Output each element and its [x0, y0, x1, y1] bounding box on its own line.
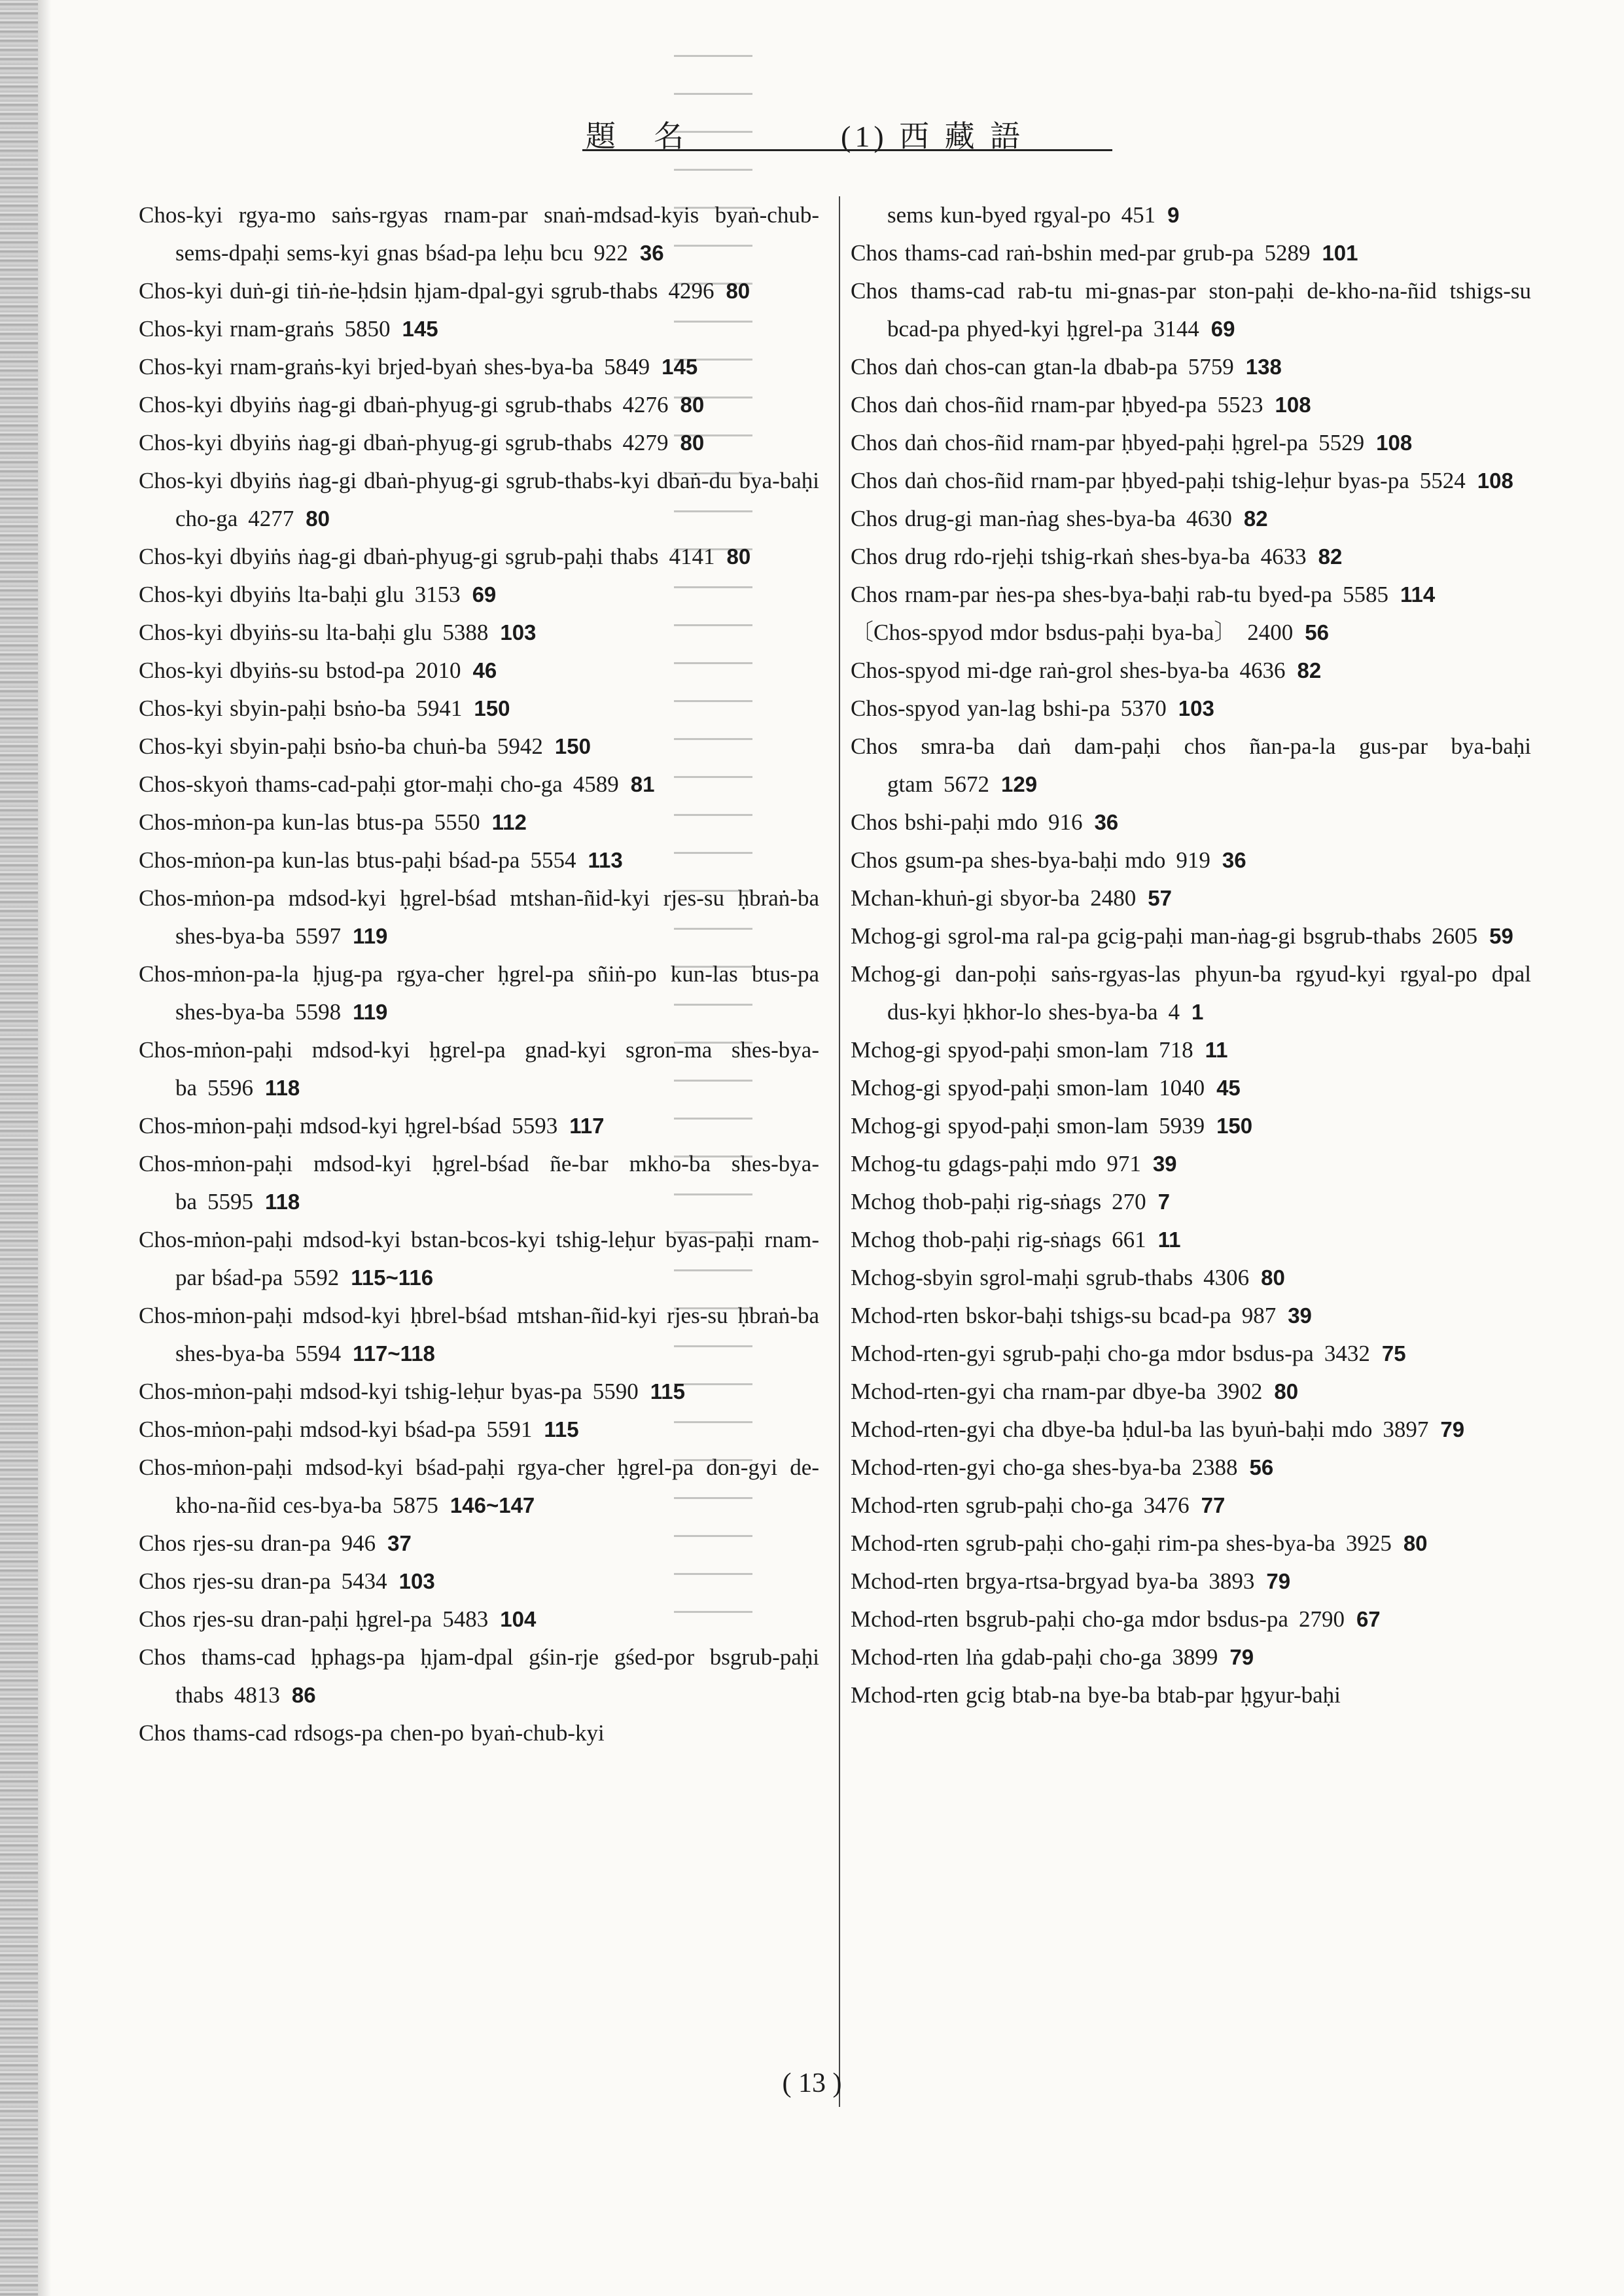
entry-page-ref: 108 — [1376, 431, 1413, 455]
entry-page-ref: 36 — [639, 241, 664, 265]
entry-title: 〔Chos-spyod mdor bsdus-paḥi bya-ba〕 — [851, 620, 1237, 645]
entry-page-ref: 114 — [1400, 582, 1436, 607]
entry-catalog-number: 3897 — [1383, 1417, 1429, 1442]
entry-title: Chos-kyi dbyiṅs ṅag-gi dbaṅ-phyug-gi sgrub-paḥi thabs — [139, 544, 659, 569]
entry-page-ref: 150 — [554, 734, 591, 758]
entry-page-ref: 150 — [1216, 1114, 1253, 1138]
entry-catalog-number: 971 — [1106, 1151, 1141, 1176]
entry-title: Chos-mṅon-paḥi mdsod-kyi ḥbrel-bśad mtshan-ñid-kyi rjes-su ḥbraṅ-ba shes-bya-ba — [139, 1303, 819, 1366]
index-entry — [139, 424, 819, 462]
entry-catalog-number: 4296 — [668, 278, 715, 304]
entry-page-ref: 79 — [1440, 1417, 1465, 1441]
index-entry — [139, 1449, 819, 1525]
index-entry — [139, 1107, 819, 1145]
entry-catalog-number: 5875 — [392, 1492, 438, 1518]
entry-catalog-number: 5593 — [512, 1113, 558, 1139]
entry-page-ref: 115 — [544, 1417, 579, 1441]
entry-catalog-number: 5370 — [1120, 696, 1167, 721]
index-entry — [851, 841, 1531, 879]
entry-title: Chos daṅ chos-can gtan-la dbab-pa — [851, 354, 1178, 380]
index-entry — [851, 652, 1531, 690]
index-entry — [139, 841, 819, 879]
entry-title: Chos-mṅon-paḥi mdsod-kyi ḥgrel-pa gnad-kyi sgron-ma shes-bya-ba — [139, 1037, 819, 1101]
index-entry — [851, 272, 1531, 348]
index-entry — [851, 1107, 1531, 1145]
entry-catalog-number: 2480 — [1090, 885, 1137, 911]
entry-page-ref: 59 — [1489, 924, 1513, 948]
entry-catalog-number: 4279 — [622, 430, 669, 455]
index-entry — [139, 879, 819, 955]
index-entry — [139, 804, 819, 841]
entry-title: Mchod-rten bskor-baḥi tshigs-su bcad-pa — [851, 1303, 1231, 1328]
entry-catalog-number: 5550 — [434, 809, 480, 835]
entry-page-ref: 36 — [1094, 810, 1119, 834]
entry-catalog-number: 3899 — [1172, 1644, 1218, 1670]
index-entry — [851, 728, 1531, 804]
entry-page-ref: 118 — [265, 1076, 300, 1100]
entry-page-ref: 80 — [306, 506, 330, 531]
index-entry — [851, 234, 1531, 272]
entry-title: Chos-mṅon-paḥi mdsod-kyi tshig-leḥur byas-pa — [139, 1379, 582, 1404]
index-entry — [139, 576, 819, 614]
index-entry — [139, 690, 819, 728]
entry-page-ref: 108 — [1477, 468, 1513, 493]
entry-page-ref: 56 — [1249, 1455, 1274, 1479]
entry-page-ref: 112 — [491, 810, 527, 834]
entry-title: Mchog-gi spyod-paḥi smon-lam — [851, 1075, 1149, 1101]
entry-catalog-number: 5595 — [207, 1189, 254, 1214]
index-entry — [851, 1335, 1531, 1373]
index-entry — [851, 1221, 1531, 1259]
entry-catalog-number: 5483 — [442, 1606, 489, 1632]
entry-page-ref: 80 — [680, 431, 705, 455]
index-entry — [139, 1031, 819, 1107]
entry-catalog-number: 987 — [1241, 1303, 1277, 1328]
entry-title: sems kun-byed rgyal-po — [887, 202, 1111, 228]
index-entry — [851, 1449, 1531, 1487]
index-entry — [851, 1411, 1531, 1449]
index-entry — [851, 1031, 1531, 1069]
index-entry — [139, 1525, 819, 1563]
entry-catalog-number: 2790 — [1298, 1606, 1345, 1632]
index-entry — [139, 1600, 819, 1638]
index-entry — [139, 1714, 819, 1752]
entry-catalog-number: 5434 — [341, 1568, 387, 1594]
entry-title: Chos rjes-su dran-pa — [139, 1530, 331, 1556]
entry-page-ref: 113 — [588, 848, 623, 872]
entry-page-ref: 119 — [353, 924, 388, 948]
entry-catalog-number: 5598 — [295, 999, 342, 1025]
index-entry — [851, 196, 1531, 234]
header-rule — [582, 149, 1112, 151]
index-entry — [851, 1373, 1531, 1411]
entry-catalog-number: 2400 — [1247, 620, 1294, 645]
index-entry — [139, 1297, 819, 1373]
entry-page-ref: 80 — [726, 279, 750, 303]
column-divider — [839, 196, 840, 2107]
entry-page-ref: 103 — [1178, 696, 1214, 720]
index-entry — [851, 1259, 1531, 1297]
entry-catalog-number: 3432 — [1324, 1341, 1370, 1366]
entry-catalog-number: 2010 — [415, 658, 461, 683]
entry-catalog-number: 5939 — [1159, 1113, 1205, 1139]
entry-page-ref: 145 — [402, 317, 438, 341]
entry-page-ref: 7 — [1157, 1190, 1170, 1214]
entry-title: Mchan-khuṅ-gi sbyor-ba — [851, 885, 1080, 911]
entry-page-ref: 138 — [1245, 355, 1282, 379]
entry-catalog-number: 916 — [1048, 809, 1083, 835]
index-entry — [139, 728, 819, 766]
entry-catalog-number: 3902 — [1216, 1379, 1263, 1404]
index-entry — [139, 652, 819, 690]
entry-page-ref: 67 — [1356, 1607, 1381, 1631]
entry-catalog-number: 4276 — [622, 392, 669, 417]
entry-catalog-number: 4277 — [248, 506, 294, 531]
entry-title: Mchog-gi dan-poḥi saṅs-rgyas-las phyun-ba rgyud-kyi rgyal-po dpal dus-kyi ḥkhor-lo shes-bya-ba — [851, 961, 1531, 1025]
index-entry — [851, 614, 1531, 652]
entry-title: Mchod-rten brgya-rtsa-brgyad bya-ba — [851, 1568, 1199, 1594]
entry-catalog-number: 5529 — [1318, 430, 1365, 455]
entry-page-ref: 101 — [1322, 241, 1358, 265]
entry-title: Mchog-gi spyod-paḥi smon-lam — [851, 1113, 1149, 1139]
index-entry — [851, 1638, 1531, 1676]
entry-page-ref: 82 — [1243, 506, 1268, 531]
entry-title: Chos rjes-su dran-paḥi ḥgrel-pa — [139, 1606, 432, 1632]
entry-page-ref: 1 — [1192, 1000, 1204, 1024]
index-entry — [851, 1563, 1531, 1600]
entry-catalog-number: 4 — [1168, 999, 1180, 1025]
entry-title: Chos daṅ chos-ñid rnam-par ḥbyed-pa — [851, 392, 1207, 417]
index-entry — [139, 272, 819, 310]
index-entry — [139, 1373, 819, 1411]
entry-title: Chos smra-ba daṅ dam-paḥi chos ñan-pa-la gus-par bya-baḥi gtam — [851, 733, 1531, 797]
entry-catalog-number: 5591 — [486, 1417, 533, 1442]
entry-page-ref: 39 — [1288, 1303, 1312, 1328]
index-entry — [851, 1297, 1531, 1335]
entry-page-ref: 57 — [1148, 886, 1172, 910]
entry-catalog-number: 270 — [1112, 1189, 1146, 1214]
entry-page-ref: 79 — [1266, 1569, 1291, 1593]
entry-page-ref: 80 — [680, 393, 705, 417]
entry-catalog-number: 3144 — [1153, 316, 1199, 342]
entry-catalog-number: 5585 — [1343, 582, 1388, 607]
entry-catalog-number: 718 — [1159, 1037, 1193, 1063]
entry-title: Mchod-rten gcig btab-na bye-ba btab-par ḥgyur-baḥi — [851, 1682, 1341, 1708]
index-entry — [851, 424, 1531, 462]
index-entry — [139, 386, 819, 424]
index-entry — [139, 348, 819, 386]
entry-title: Chos-skyoṅ thams-cad-paḥi gtor-maḥi cho-ga — [139, 771, 563, 797]
entry-catalog-number: 3153 — [414, 582, 461, 607]
entry-page-ref: 69 — [472, 582, 497, 607]
entry-catalog-number: 5524 — [1419, 468, 1466, 493]
entry-title: Chos-kyi rgya-mo saṅs-rgyas rnam-par snaṅ-mdsad-kyis byaṅ-chub-sems-dpaḥi sems-kyi gnas bśad-pa leḥu bcu — [139, 202, 819, 266]
entry-page-ref: 37 — [387, 1531, 412, 1555]
entry-title: Chos-mṅon-paḥi mdsod-kyi ḥgrel-bśad — [139, 1113, 502, 1139]
index-entry — [139, 1411, 819, 1449]
index-entry — [139, 1563, 819, 1600]
entry-page-ref: 46 — [472, 658, 497, 682]
entry-page-ref: 103 — [398, 1569, 435, 1593]
entry-page-ref: 69 — [1210, 317, 1235, 341]
index-entry — [851, 538, 1531, 576]
index-entry — [139, 462, 819, 538]
entry-catalog-number: 3925 — [1345, 1530, 1392, 1556]
entry-page-ref: 56 — [1305, 620, 1329, 645]
entry-title: Chos thams-cad ḥphags-pa ḥjam-dpal gśin-rje gśed-por bsgrub-paḥi thabs — [139, 1644, 819, 1708]
entry-page-ref: 82 — [1318, 544, 1343, 569]
entry-page-ref: 80 — [1274, 1379, 1299, 1404]
index-entry — [139, 538, 819, 576]
index-entry — [851, 955, 1531, 1031]
index-entry — [139, 1221, 819, 1297]
entry-catalog-number: 5554 — [530, 847, 576, 873]
entry-catalog-number: 661 — [1112, 1227, 1146, 1252]
entry-page-ref: 75 — [1381, 1341, 1406, 1366]
entry-title: Chos-kyi dbyiṅs-su bstod-pa — [139, 658, 405, 683]
index-entry — [851, 1525, 1531, 1563]
index-entry — [139, 310, 819, 348]
entry-catalog-number: 5592 — [293, 1265, 340, 1290]
entry-page-ref: 86 — [291, 1683, 316, 1707]
entry-title: Mchod-rten-gyi cha rnam-par dbye-ba — [851, 1379, 1207, 1404]
entry-catalog-number: 4589 — [573, 771, 619, 797]
entry-title: Chos bshi-paḥi mdo — [851, 809, 1038, 835]
index-entry — [851, 917, 1531, 955]
entry-page-ref: 115~116 — [351, 1265, 434, 1290]
index-entry — [139, 1638, 819, 1714]
index-entry — [851, 462, 1531, 500]
entry-title: Chos-kyi dbyiṅs ṅag-gi dbaṅ-phyug-gi sgrub-thabs-kyi dbaṅ-du bya-baḥi cho-ga — [139, 468, 819, 531]
index-entry — [851, 879, 1531, 917]
index-entry — [851, 348, 1531, 386]
index-entry — [139, 196, 819, 272]
entry-catalog-number: 3476 — [1143, 1492, 1190, 1518]
entry-title: Mchod-rten sgrub-paḥi cho-ga — [851, 1492, 1133, 1518]
entry-page-ref: 82 — [1297, 658, 1322, 682]
entry-title: Chos thams-cad rab-tu mi-gnas-par ston-paḥi de-kho-na-ñid tshigs-su bcad-pa phyed-kyi ḥgrel-pa — [851, 278, 1531, 342]
index-entry — [851, 1600, 1531, 1638]
entry-title: Chos thams-cad rdsogs-pa chen-po byaṅ-chub-kyi — [139, 1720, 605, 1746]
entry-page-ref: 77 — [1201, 1493, 1226, 1517]
right-column — [851, 196, 1531, 1714]
entry-page-ref: 108 — [1275, 393, 1311, 417]
entry-catalog-number: 919 — [1176, 847, 1210, 873]
entry-title: Chos-kyi dbyiṅs ṅag-gi dbaṅ-phyug-gi sgrub-thabs — [139, 392, 612, 417]
entry-page-ref: 115 — [650, 1379, 685, 1404]
entry-catalog-number: 5523 — [1217, 392, 1263, 417]
entry-page-ref: 80 — [1403, 1531, 1428, 1555]
entry-title: Chos-kyi dbyiṅs ṅag-gi dbaṅ-phyug-gi sgrub-thabs — [139, 430, 612, 455]
entry-title: Chos-kyi dbyiṅs lta-baḥi glu — [139, 582, 404, 607]
left-column — [139, 196, 819, 1752]
scan-edge-shadow — [0, 0, 38, 2296]
entry-title: Chos thams-cad raṅ-bshin med-par grub-pa — [851, 240, 1254, 266]
entry-title: Chos rnam-par ṅes-pa shes-bya-baḥi rab-tu byed-pa — [851, 582, 1332, 607]
entry-title: Chos drug rdo-rjeḥi tshig-rkaṅ shes-bya-ba — [851, 544, 1250, 569]
entry-page-ref: 45 — [1216, 1076, 1241, 1100]
entry-page-ref: 146~147 — [450, 1493, 535, 1517]
entry-title: Chos-kyi sbyin-paḥi bsṅo-ba chuṅ-ba — [139, 733, 487, 759]
entry-page-ref: 11 — [1157, 1227, 1181, 1252]
entry-catalog-number: 922 — [593, 240, 628, 266]
entry-catalog-number: 5289 — [1264, 240, 1311, 266]
entry-title: Chos-kyi duṅ-gi tiṅ-ṅe-ḥdsin ḥjam-dpal-gyi sgrub-thabs — [139, 278, 658, 304]
entry-page-ref: 129 — [1000, 772, 1038, 796]
index-entry — [139, 955, 819, 1031]
entry-title: Mchod-rten-gyi cho-ga shes-bya-ba — [851, 1455, 1182, 1480]
entry-title: Mchog thob-paḥi rig-sṅags — [851, 1189, 1102, 1214]
entry-title: Chos gsum-pa shes-bya-baḥi mdo — [851, 847, 1166, 873]
entry-page-ref: 80 — [726, 544, 751, 569]
entry-page-ref: 103 — [500, 620, 537, 645]
index-entry — [851, 1069, 1531, 1107]
entry-title: Mchod-rten-gyi sgrub-paḥi cho-ga mdor bsdus-pa — [851, 1341, 1314, 1366]
index-entry — [139, 1145, 819, 1221]
entry-title: Mchod-rten sgrub-paḥi cho-gaḥi rim-pa shes-bya-ba — [851, 1530, 1335, 1556]
entry-title: Mchog-tu gdags-paḥi mdo — [851, 1151, 1097, 1176]
header-left-title: 題 名 — [586, 120, 688, 153]
entry-title: Chos-mṅon-pa kun-las btus-pa — [139, 809, 424, 835]
entry-catalog-number: 5942 — [497, 733, 543, 759]
entry-page-ref: 117~118 — [353, 1341, 435, 1366]
entry-title: Chos daṅ chos-ñid rnam-par ḥbyed-paḥi ḥgrel-pa — [851, 430, 1309, 455]
entry-catalog-number: 4630 — [1186, 506, 1232, 531]
entry-title: Chos-mṅon-paḥi mdsod-kyi ḥgrel-bśad ñe-bar mkho-ba shes-bya-ba — [139, 1151, 819, 1214]
entry-catalog-number: 4141 — [669, 544, 715, 569]
entry-title: Chos-kyi sbyin-paḥi bsṅo-ba — [139, 696, 406, 721]
entry-page-ref: 117 — [569, 1114, 605, 1138]
entry-catalog-number: 2388 — [1192, 1455, 1238, 1480]
index-entry — [139, 614, 819, 652]
entry-page-ref: 79 — [1229, 1645, 1254, 1669]
entry-title: Chos rjes-su dran-pa — [139, 1568, 331, 1594]
index-entry — [851, 1676, 1531, 1714]
entry-catalog-number: 946 — [341, 1530, 376, 1556]
page-number: ( 13 ) — [782, 2068, 842, 2098]
entry-catalog-number: 5596 — [207, 1075, 254, 1101]
entry-title: Chos drug-gi man-ṅag shes-bya-ba — [851, 506, 1176, 531]
entry-title: Chos-kyi dbyiṅs-su lta-baḥi glu — [139, 620, 432, 645]
index-entry — [851, 500, 1531, 538]
entry-title: Chos-kyi rnam-graṅs — [139, 316, 334, 342]
entry-catalog-number: 5941 — [416, 696, 463, 721]
entry-page-ref: 36 — [1222, 848, 1246, 872]
entry-title: Chos-spyod yan-lag bshi-pa — [851, 696, 1110, 721]
entry-page-ref: 145 — [662, 355, 698, 379]
index-entry — [851, 1145, 1531, 1183]
index-entry — [851, 1487, 1531, 1525]
entry-title: Chos-mṅon-paḥi mdsod-kyi bstan-bcos-kyi tshig-leḥur byas-paḥi rnam-par bśad-pa — [139, 1227, 819, 1290]
entry-catalog-number: 5388 — [442, 620, 489, 645]
index-entry — [851, 690, 1531, 728]
entry-catalog-number: 5759 — [1188, 354, 1234, 380]
index-entry — [139, 766, 819, 804]
entry-page-ref: 119 — [353, 1000, 388, 1024]
entry-page-ref: 9 — [1167, 203, 1180, 227]
entry-catalog-number: 451 — [1121, 202, 1156, 228]
entry-catalog-number: 4306 — [1203, 1265, 1250, 1290]
entry-title: Mchod-rten bsgrub-paḥi cho-ga mdor bsdus-pa — [851, 1606, 1288, 1632]
index-entry — [851, 804, 1531, 841]
entry-title: Chos daṅ chos-ñid rnam-par ḥbyed-paḥi tshig-leḥur byas-pa — [851, 468, 1409, 493]
entry-title: Chos-kyi rnam-graṅs-kyi brjed-byaṅ shes-bya-ba — [139, 354, 594, 380]
entry-title: Mchod-rten-gyi cha dbye-ba ḥdul-ba las byuṅ-baḥi mdo — [851, 1417, 1373, 1442]
entry-title: Mchog thob-paḥi rig-sṅags — [851, 1227, 1102, 1252]
entry-title: Chos-mṅon-pa-la ḥjug-pa rgya-cher ḥgrel-pa sñiṅ-po kun-las btus-pa shes-bya-ba — [139, 961, 819, 1025]
entry-catalog-number: 4633 — [1260, 544, 1307, 569]
entry-catalog-number: 2605 — [1432, 923, 1478, 949]
entry-title: Mchog-sbyin sgrol-maḥi sgrub-thabs — [851, 1265, 1193, 1290]
entry-catalog-number: 5672 — [943, 771, 989, 797]
entry-page-ref: 150 — [474, 696, 510, 720]
entry-page-ref: 81 — [630, 772, 655, 796]
index-entry — [851, 1183, 1531, 1221]
entry-page-ref: 80 — [1261, 1265, 1285, 1290]
header-right-title: (1) 西 藏 語 — [841, 120, 1025, 153]
entry-title: Chos-spyod mi-dge raṅ-grol shes-bya-ba — [851, 658, 1229, 683]
entry-catalog-number: 1040 — [1159, 1075, 1205, 1101]
entry-catalog-number: 4636 — [1239, 658, 1286, 683]
entry-page-ref: 39 — [1152, 1152, 1177, 1176]
index-entry — [851, 386, 1531, 424]
entry-title: Mchod-rten lṅa gdab-paḥi cho-ga — [851, 1644, 1162, 1670]
entry-catalog-number: 4813 — [234, 1682, 280, 1708]
entry-page-ref: 104 — [500, 1607, 537, 1631]
entry-title: Mchog-gi spyod-paḥi smon-lam — [851, 1037, 1149, 1063]
entry-page-ref: 118 — [265, 1190, 300, 1214]
entry-title: Chos-mṅon-paḥi mdsod-kyi bśad-pa — [139, 1417, 476, 1442]
entry-title: Chos-mṅon-pa mdsod-kyi ḥgrel-bśad mtshan-ñid-kyi rjes-su ḥbraṅ-ba shes-bya-ba — [139, 885, 819, 949]
entry-catalog-number: 5849 — [604, 354, 650, 380]
entry-catalog-number: 3893 — [1209, 1568, 1255, 1594]
entry-catalog-number: 5590 — [592, 1379, 639, 1404]
entry-title: Chos-mṅon-pa kun-las btus-paḥi bśad-pa — [139, 847, 520, 873]
entry-title: Mchog-gi sgrol-ma ral-pa gcig-paḥi man-ṅag-gi bsgrub-thabs — [851, 923, 1422, 949]
page-header — [586, 113, 1116, 152]
entry-page-ref: 11 — [1205, 1038, 1228, 1062]
entry-catalog-number: 5850 — [344, 316, 391, 342]
entry-catalog-number: 5597 — [295, 923, 342, 949]
entry-title: Chos-mṅon-paḥi mdsod-kyi bśad-paḥi rgya-cher ḥgrel-pa don-gyi de-kho-na-ñid ces-bya-ba — [139, 1455, 819, 1518]
entry-catalog-number: 5594 — [295, 1341, 342, 1366]
index-entry — [851, 576, 1531, 614]
